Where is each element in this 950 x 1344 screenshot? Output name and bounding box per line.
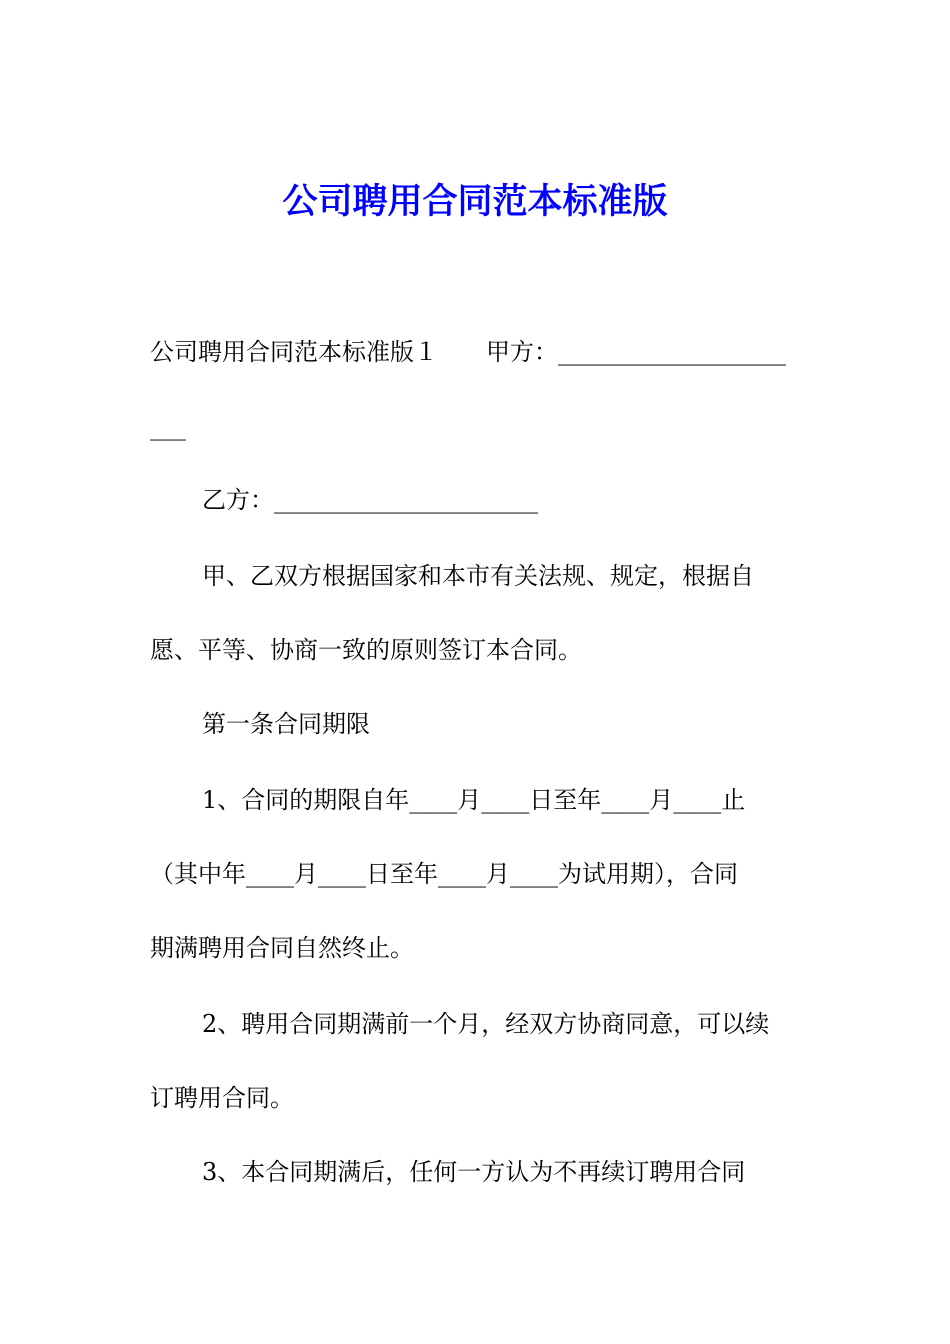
party-b-line: 乙方：______________________ (202, 486, 538, 514)
paragraph-intro-line-1: 甲、乙双方根据国家和本市有关法规、规定，根据自 (202, 562, 754, 590)
section-heading-term: 第一条合同期限 (202, 710, 370, 738)
paragraph-intro-line-2: 愿、平等、协商一致的原则签订本合同。 (150, 636, 582, 664)
contract-heading-party-a: 公司聘用合同范本标准版１ 甲方：___________________ (150, 338, 786, 366)
clause-1-line-3: 期满聘用合同自然终止。 (150, 934, 414, 962)
document-title: 公司聘用合同范本标准版 (282, 181, 668, 222)
clause-1-line-2: （其中年____月____日至年____月____为试用期），合同 (150, 860, 738, 888)
clause-3-line-1: 3、本合同期满后，任何一方认为不再续订聘用合同 (202, 1158, 746, 1186)
clause-2-line-2: 订聘用合同。 (150, 1084, 294, 1112)
party-a-underline-continued: ___ (150, 413, 186, 441)
clause-1-line-1: 1、合同的期限自年____月____日至年____月____止 (202, 786, 746, 814)
clause-2-line-1: 2、聘用合同期满前一个月，经双方协商同意，可以续 (202, 1010, 770, 1038)
